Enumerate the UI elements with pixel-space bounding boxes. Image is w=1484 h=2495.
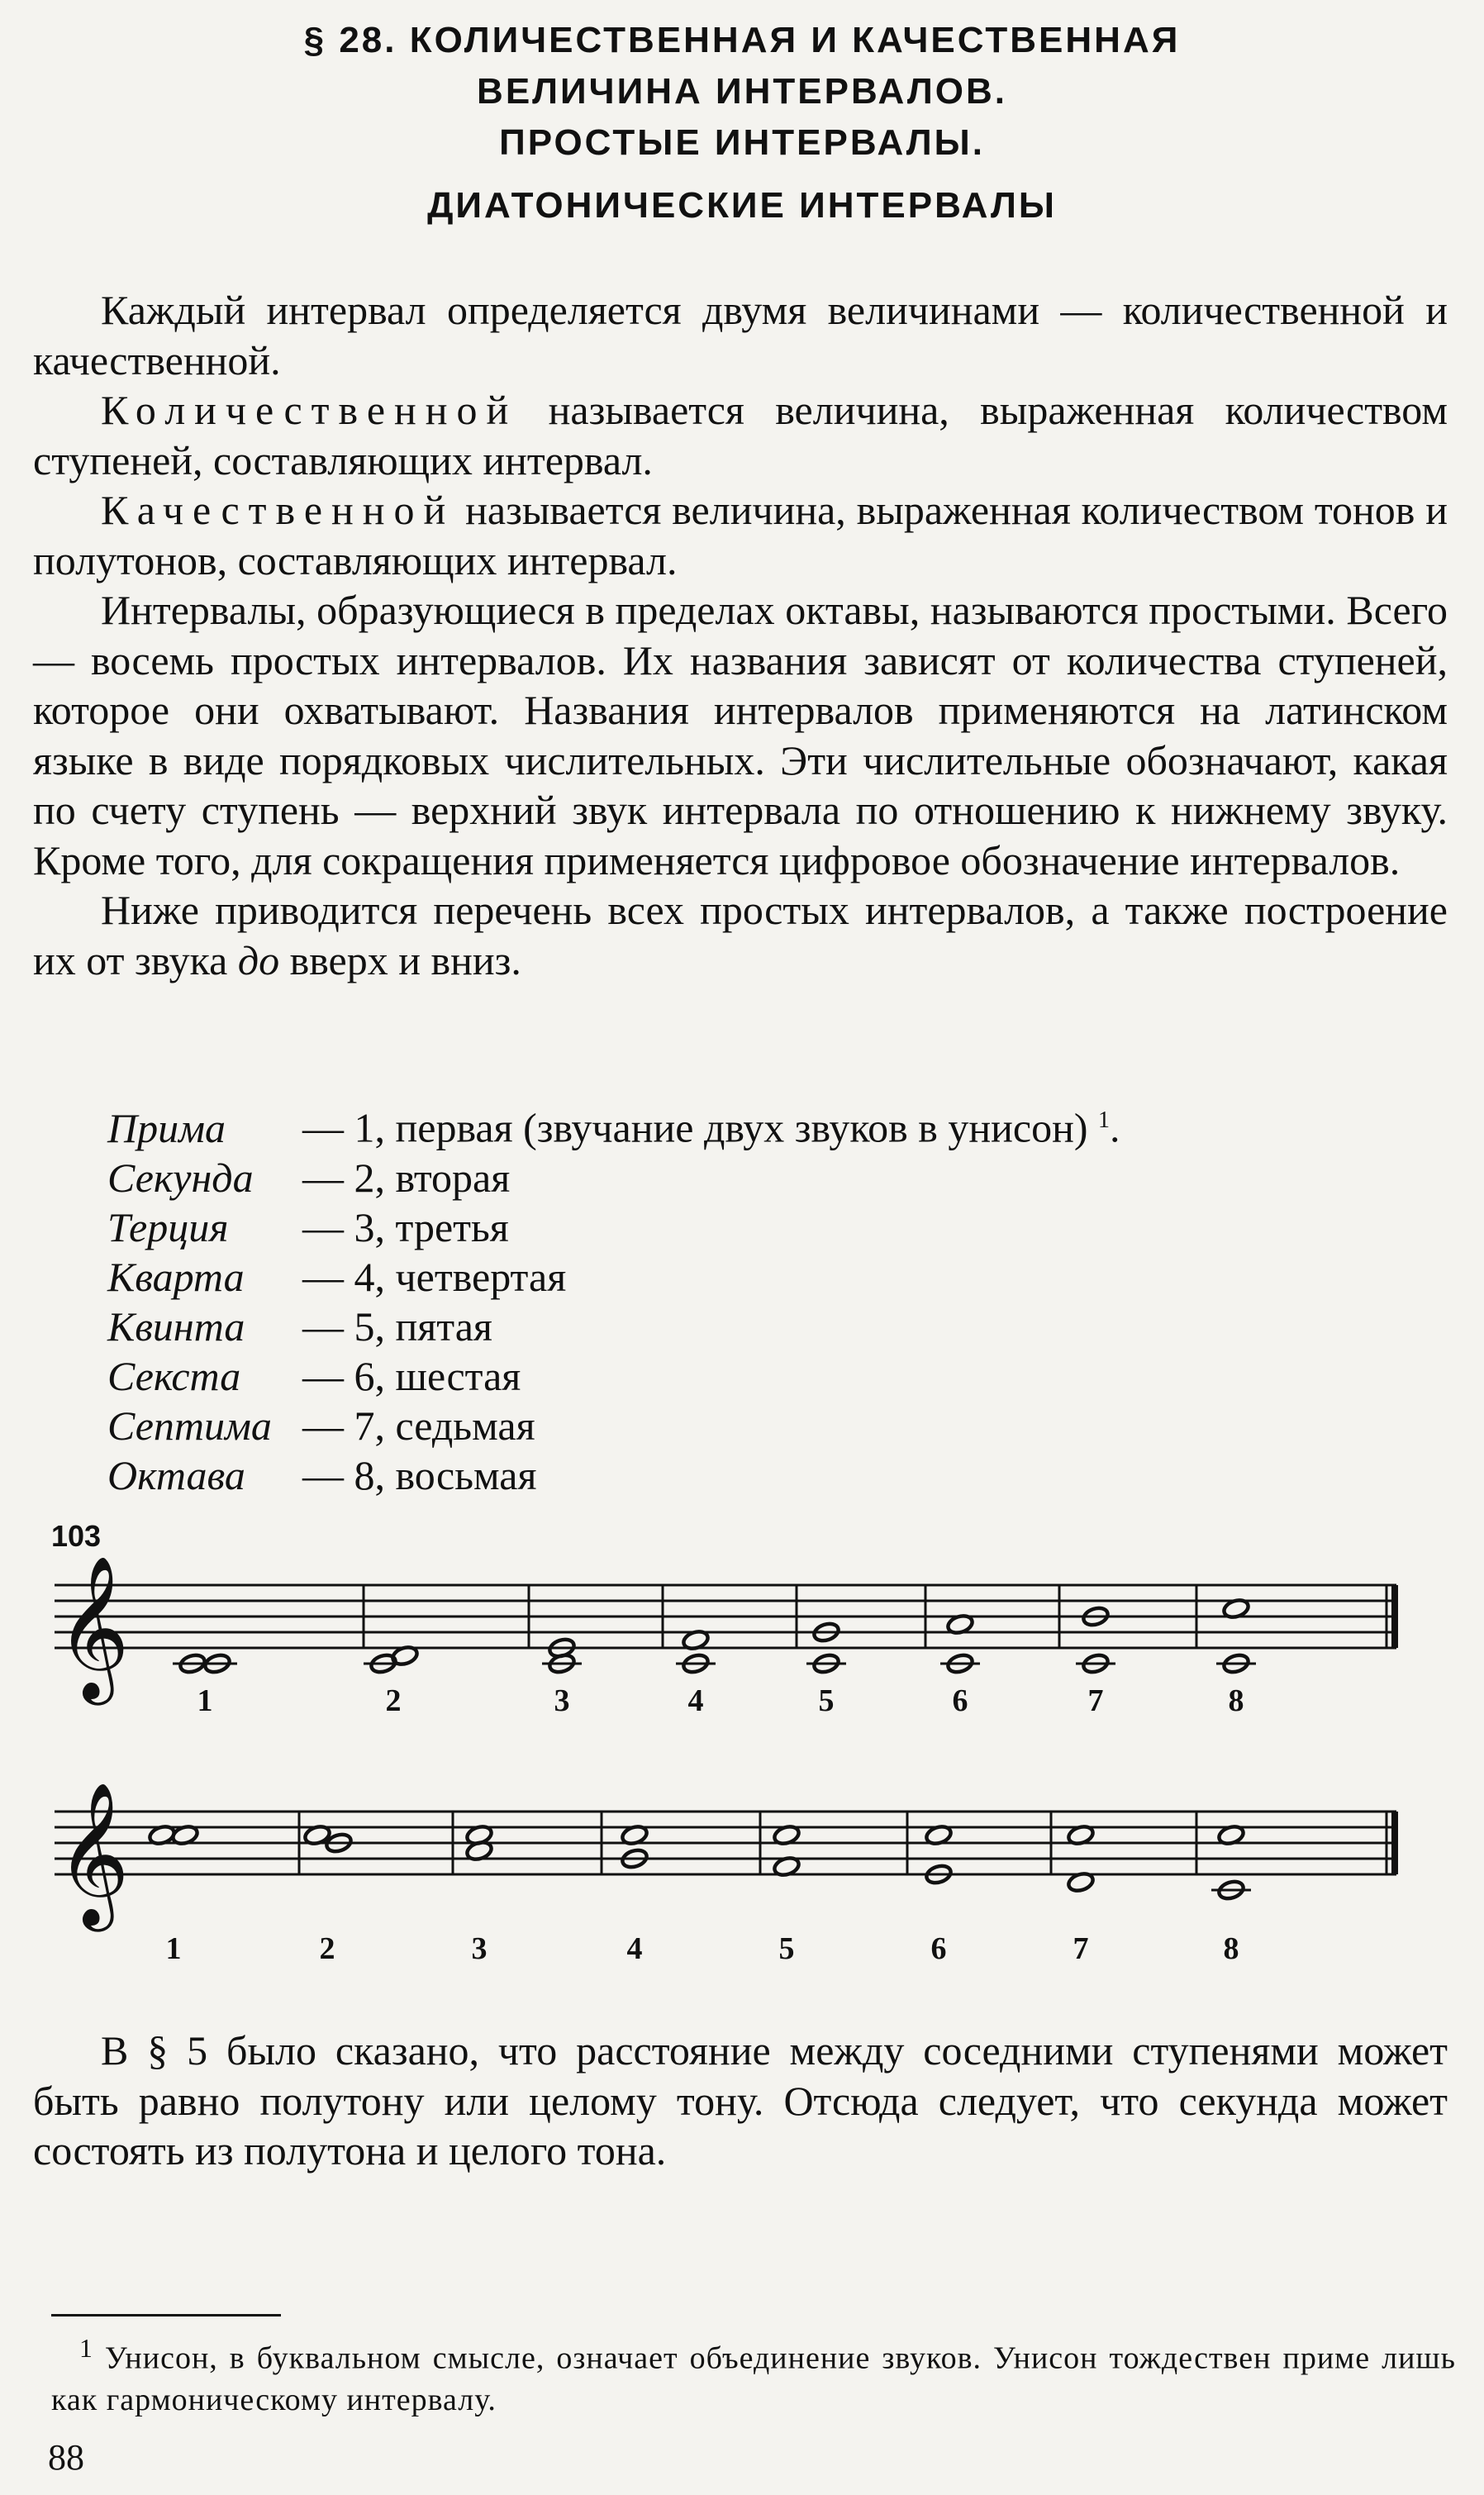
- music-staff-upward: [0, 1554, 1484, 1760]
- interval-name: Секста: [107, 1352, 241, 1399]
- interval-number-label: 3: [471, 1931, 488, 1966]
- interval-row: [107, 1252, 1120, 1302]
- paragraph: В § 5 было сказано, что расстояние между соседними ступенями может быть равно полутону или целому тону. Отсюда следует, что секунда может состоять из полутона и целого тона.: [33, 2027, 1448, 2174]
- interval-name: Квинта: [107, 1302, 245, 1350]
- interval-number-label: 7: [1073, 1931, 1089, 1966]
- music-staff-downward: [0, 1777, 1484, 1992]
- interval-number-label: 7: [1087, 1683, 1104, 1718]
- section-heading: [0, 15, 1484, 231]
- heading-line: ПРОСТЫЕ ИНТЕРВАЛЫ.: [499, 122, 985, 163]
- interval-desc: — 6, шестая: [302, 1352, 521, 1399]
- spaced-term: Качественной: [101, 487, 455, 533]
- interval-desc-end: .: [1110, 1104, 1120, 1151]
- interval-row: [107, 1401, 1120, 1450]
- interval-row: [107, 1351, 1120, 1401]
- spaced-term: Количественной: [101, 387, 518, 433]
- interval-number-label: 1: [165, 1931, 182, 1966]
- interval-name: Кварта: [107, 1253, 245, 1300]
- footnote-rule: [51, 2314, 281, 2316]
- interval-row: [107, 1096, 1120, 1153]
- interval-number-label: 6: [930, 1931, 947, 1966]
- paragraph: [33, 385, 1448, 485]
- heading-line: § 28. КОЛИЧЕСТВЕННАЯ И КАЧЕСТВЕННАЯ: [303, 20, 1181, 60]
- interval-list: [107, 1096, 1120, 1500]
- interval-desc: — 5, пятая: [302, 1302, 492, 1350]
- interval-number-label: 3: [554, 1683, 570, 1718]
- interval-row: [107, 1302, 1120, 1351]
- paragraph-text: вверх и вниз.: [279, 936, 521, 983]
- interval-name: Терция: [107, 1203, 229, 1250]
- treble-clef-icon: 𝄞: [56, 1555, 130, 1699]
- interval-name: Секунда: [107, 1154, 254, 1201]
- interval-number-label: 4: [626, 1931, 643, 1966]
- interval-name: Септима: [107, 1402, 272, 1449]
- example-number: 103: [51, 1519, 102, 1553]
- interval-row: [107, 1153, 1120, 1202]
- interval-number-label: 6: [952, 1683, 968, 1718]
- heading-line: ДИАТОНИЧЕСКИЕ ИНТЕРВАЛЫ: [427, 185, 1057, 226]
- paragraph: Каждый интервал определяется двумя величинами — количественной и качественной.: [33, 287, 1448, 383]
- page-number: 88: [48, 2437, 84, 2478]
- footnote: [51, 2328, 1456, 2421]
- interval-number-label: 2: [319, 1931, 335, 1966]
- interval-number-label: 1: [197, 1683, 213, 1718]
- main-text: [33, 285, 1448, 985]
- interval-desc: — 7, седьмая: [302, 1402, 535, 1449]
- interval-number-label: 5: [818, 1683, 835, 1718]
- interval-row: [107, 1450, 1120, 1500]
- interval-number-label: 8: [1228, 1683, 1244, 1718]
- heading-line: ВЕЛИЧИНА ИНТЕРВАЛОВ.: [477, 71, 1007, 112]
- footnote-text: Унисон, в буквальном смысле, означает объединение звуков. Унисон тождествен приме лишь как гармоническому интервалу.: [51, 2340, 1456, 2417]
- interval-desc: — 3, третья: [302, 1203, 509, 1250]
- paragraph-text: называется величина, выраженная количеством тонов и полутонов, составляющих интервал.: [33, 487, 1448, 583]
- interval-name: Октава: [107, 1451, 245, 1498]
- interval-desc: — 1, первая (звучание двух звуков в унисон): [302, 1104, 1088, 1151]
- paragraph-text: Ниже приводится перечень всех простых интервалов, а также построение их от звука: [33, 887, 1448, 983]
- paragraph: [33, 485, 1448, 585]
- footnote-ref: 1: [1098, 1107, 1111, 1133]
- paragraph: [33, 885, 1448, 985]
- interval-number-label: 5: [778, 1931, 795, 1966]
- interval-number-label: 8: [1223, 1931, 1239, 1966]
- interval-desc: — 4, четвертая: [302, 1253, 567, 1300]
- continuation-text: [33, 2026, 1448, 2176]
- treble-clef-icon: 𝄞: [56, 1782, 130, 1926]
- paragraph: Интервалы, образующиеся в пределах октавы, называются простыми. Всего — восемь простых интервалов. Их названия зависят от количества ступеней, которое они охватывают. Названия интервалов применяются на латинском языке в виде порядковых числительных. Эти числительные обозначают, какая по счету ступень — верхний звук интервала по отношению к нижнему звуку. Кроме того, для сокращения применяется цифровое обозначение интервалов.: [33, 587, 1448, 883]
- interval-row: [107, 1202, 1120, 1252]
- interval-desc: — 8, восьмая: [302, 1451, 537, 1498]
- footnote-marker: 1: [79, 2334, 93, 2363]
- paragraph-text: называется величина, выраженная количеством ступеней, составляющих интервал.: [33, 387, 1448, 483]
- interval-number-label: 2: [385, 1683, 402, 1718]
- interval-name: Прима: [107, 1104, 226, 1151]
- note-name: до: [237, 936, 280, 983]
- interval-desc: — 2, вторая: [302, 1154, 511, 1201]
- interval-number-label: 4: [687, 1683, 704, 1718]
